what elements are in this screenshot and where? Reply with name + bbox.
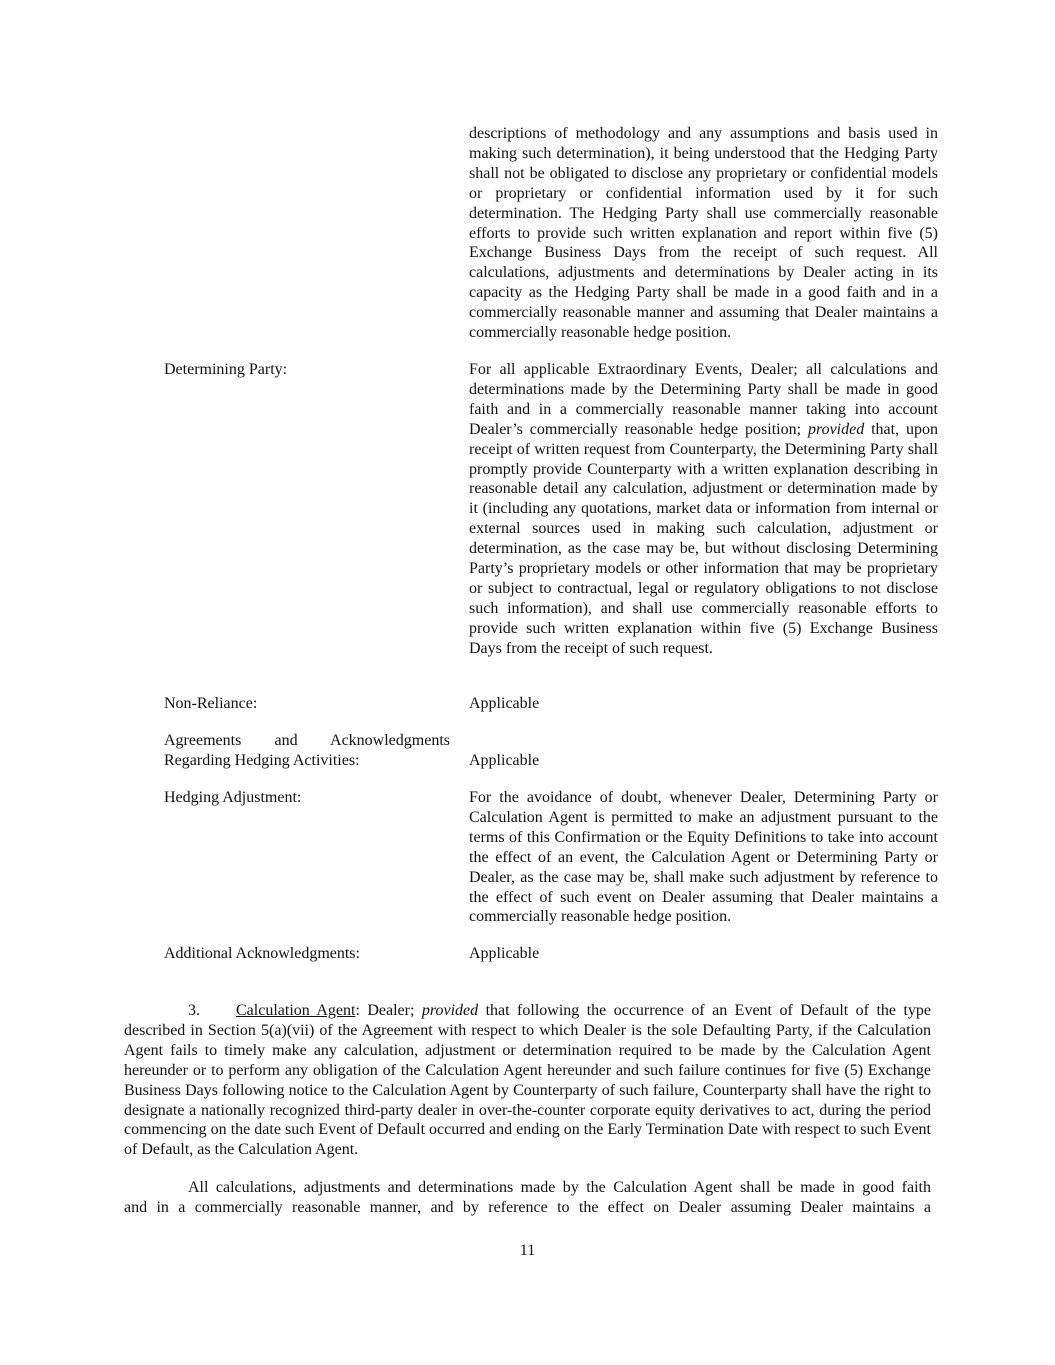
section-number: 3. (188, 1002, 200, 1019)
term-label: Determining Party: (164, 361, 288, 378)
term-value: Applicable (469, 695, 540, 712)
term-value: For the avoidance of doubt, whenever Dealer, Determining Party or Calculation Agent is permitted to make an adjustment pursuant to the terms of this Confirmation or the Equity Definitions to take into account the effect of an event, the Calculation Agent or Determining Party or Dealer, as the case may be, shall make such adjustment by reference to the effect of such event on Dealer assuming that Dealer maintains a commercially reasonable hedge position. (469, 789, 938, 926)
term-label: Agreements and Acknowledgments Regarding Hedging Activities: (164, 732, 450, 769)
term-value: For all applicable Extraordinary Events, Dealer; all calculations and determinations made by the Determining Party shall be made in good faith and in a commercially reasonable manner taking into account Dealer’s commercially reasonable hedge position; provided that, upon receipt of written request from Counterparty, the Determining Party shall promptly provide Counterparty with a written explanation describing in reasonable detail any calculation, adjustment or determination made by it (including any quotations, market data or information from internal or external sources used in making such calculation, adjustment or determination, as the case may be, but without disclosing Determining Party’s proprietary models or other information that may be proprietary or subject to contractual, legal or regulatory obligations to not disclose such information), and shall use commercially reasonable efforts to provide such written explanation within five (5) Exchange Business Days from the receipt of such request. (469, 361, 938, 657)
term-label: Non-Reliance: (164, 695, 258, 712)
term-value: Applicable (469, 945, 540, 962)
term-value: Applicable (469, 752, 540, 769)
term-label: Additional Acknowledgments: (164, 945, 360, 962)
term-value: descriptions of methodology and any assumptions and basis used in making such determination), it being understood that the Hedging Party shall not be obligated to disclose any proprietary or confidential models or proprietary or confidential information used by it for such determination. The Hedging Party shall use commercially reasonable efforts to provide such written explanation and report within five (5) Exchange Business Days from the receipt of such request. All calculations, adjustments and determinations by Dealer acting in its capacity as the Hedging Party shall be made in a good faith and in a commercially reasonable manner and assuming that Dealer maintains a commercially reasonable hedge position. (469, 125, 938, 342)
section-heading: Calculation Agent (236, 1002, 356, 1019)
italic-provided: provided (421, 1002, 479, 1019)
italic-provided: provided (807, 420, 865, 438)
page-number: 11 (519, 1242, 536, 1259)
closing-paragraph: All calculations, adjustments and determinations made by the Calculation Agent shall be made in good faith and in a commercially reasonable manner, and by reference to the effect on Dealer assuming Dealer maintains a (124, 1179, 931, 1216)
term-label: Hedging Adjustment: (164, 789, 302, 806)
section-3-calculation-agent: 3. Calculation Agent: Dealer; provided that following the occurrence of an Event of Default of the type described in Section 5(a)(vii) of the Agreement with respect to which Dealer is the sole Defaulting Party, if the Calculation Agent fails to timely make any calculation, adjustment or determination required to be made by the Calculation Agent hereunder or to perform any obligation of the Calculation Agent hereunder and such failure continues for five (5) Exchange Business Days following notice to the Calculation Agent by Counterparty of such failure, Counterparty shall have the right to designate a nationally recognized third-party dealer in over-the-counter corporate equity derivatives to act, during the period commencing on the date such Event of Default occurred and ending on the Early Termination Date with respect to such Event of Default, as the Calculation Agent. (124, 1002, 931, 1159)
